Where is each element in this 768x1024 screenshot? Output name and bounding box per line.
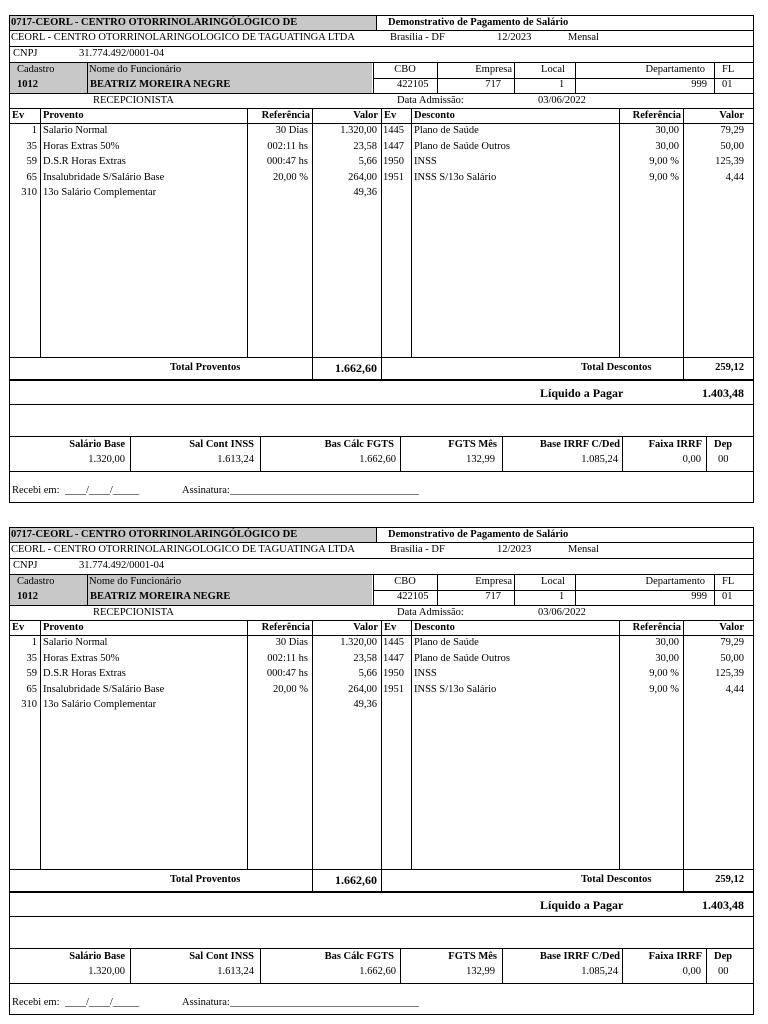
cbo-value: 422105 [397,79,429,90]
total-proventos-label: Total Proventos [170,362,241,373]
desconto-desc: INSS [414,156,437,167]
base-irrf-value: 1.085,24 [581,966,618,977]
provento-valor: 5,66 [358,668,377,679]
bas-calc-fgts-label: Bas Cálc FGTS [324,439,394,450]
provento-ref: 000:47 hs [266,156,308,167]
cnpj-value: 31.774.492/0001-04 [79,48,165,59]
provento-ev: 65 [26,171,37,183]
base-irrf-label: Base IRRF C/Ded [539,439,620,450]
provento-valor: 264,00 [348,683,377,695]
base-irrf-label: Base IRRF C/Ded [539,951,620,962]
col-desconto: Desconto [414,110,455,121]
city: Brasília - DF [390,32,445,43]
desconto-ref: 30,00 [655,140,679,152]
desconto-desc: Plano de Saúde Outros [414,652,510,664]
desconto-ev: 1951 [383,171,404,183]
recebi-date-blank: ____/____/_____ [65,997,140,1008]
col-valor-descontos: Valor [719,110,744,121]
col-referencia-descontos: Referência [632,622,681,633]
total-proventos-value: 1.662,60 [335,361,377,375]
local-value: 1 [559,591,565,602]
provento-ev: 59 [26,156,37,167]
desconto-valor: 125,39 [715,668,744,679]
provento-desc: Insalubridade S/Salário Base [43,683,165,695]
cadastro-value: 1012 [17,591,38,602]
employee-name: BEATRIZ MOREIRA NEGRE [90,79,231,90]
cargo: RECEPCIONISTA [93,95,174,106]
bas-calc-fgts-value: 1.662,60 [359,454,396,465]
local-value: 1 [559,79,565,90]
provento-ev: 35 [26,140,37,152]
cargo: RECEPCIONISTA [93,607,174,618]
company-name: CEORL - CENTRO OTORRINOLARINGOLOGICO DE TAGUATINGA LTDA [11,544,355,555]
desconto-ref: 9,00 % [649,668,679,679]
col-referencia-proventos: Referência [261,110,310,121]
desconto-desc: Plano de Saúde Outros [414,140,510,152]
provento-ev: 1 [31,637,37,648]
admissao-value: 03/06/2022 [538,95,586,106]
local-label: Local [541,64,565,75]
desconto-ref: 30,00 [655,125,679,136]
provento-desc: D.S.R Horas Extras [43,668,126,679]
provento-valor: 49,36 [353,699,377,710]
cbo-label: CBO [394,64,416,75]
desconto-desc: Plano de Saúde [414,637,479,648]
col-provento: Provento [43,622,84,633]
col-ev-proventos: Ev [12,622,25,633]
base-irrf-value: 1.085,24 [581,454,618,465]
provento-ev: 310 [21,699,37,710]
desconto-valor: 4,44 [725,683,744,695]
salario-base-value: 1.320,00 [88,454,125,465]
desconto-ev: 1447 [383,652,404,664]
provento-ev: 310 [21,187,37,198]
sal-cont-inss-value: 1.613,24 [217,966,254,977]
total-proventos-value: 1.662,60 [335,873,377,887]
cadastro-label: Cadastro [17,576,55,587]
fl-label: FL [722,576,735,587]
empresa-label: Empresa [475,576,512,587]
desconto-desc: INSS S/13o Salário [414,171,497,183]
assinatura-label: Assinatura: [182,485,230,496]
period: 12/2023 [497,32,532,43]
desconto-ev: 1445 [383,125,404,136]
provento-desc: Horas Extras 50% [43,140,120,152]
desconto-ev: 1445 [383,637,404,648]
desconto-ref: 30,00 [655,652,679,664]
company-name: CEORL - CENTRO OTORRINOLARINGOLOGICO DE TAGUATINGA LTDA [11,32,355,43]
desconto-ref: 9,00 % [649,156,679,167]
desconto-desc: INSS S/13o Salário [414,683,497,695]
empresa-value: 717 [485,79,501,90]
city: Brasília - DF [390,544,445,555]
desconto-valor: 4,44 [725,171,744,183]
dep-value: 00 [718,966,729,977]
desconto-valor: 50,00 [720,140,744,152]
company-title: 0717-CEORL - CENTRO OTORRINOLARINGÓLÓGICO DE [11,17,298,28]
sal-cont-inss-label: Sal Cont INSS [189,439,254,450]
document-title: Demonstrativo de Pagamento de Salário [388,529,569,540]
provento-ref: 30 Dias [275,637,308,648]
bas-calc-fgts-value: 1.662,60 [359,966,396,977]
empresa-value: 717 [485,591,501,602]
desconto-ref: 9,00 % [649,171,679,183]
provento-valor: 23,58 [353,652,377,664]
provento-valor: 23,58 [353,140,377,152]
col-ev-descontos: Ev [384,622,397,633]
recebi-label: Recebi em: [12,997,60,1008]
provento-ev: 59 [26,668,37,679]
provento-ev: 1 [31,125,37,136]
desconto-valor: 79,29 [720,637,744,648]
fgts-mes-label: FGTS Mês [448,951,497,962]
desconto-valor: 50,00 [720,652,744,664]
admissao-label: Data Admissão: [397,607,464,618]
total-descontos-label: Total Descontos [581,874,652,885]
cbo-value: 422105 [397,591,429,602]
col-referencia-descontos: Referência [632,110,681,121]
salario-base-label: Salário Base [69,951,125,962]
desconto-valor: 79,29 [720,125,744,136]
sal-cont-inss-label: Sal Cont INSS [189,951,254,962]
provento-ref: 20,00 % [273,171,308,183]
cnpj-value: 31.774.492/0001-04 [79,560,165,571]
assinatura-label: Assinatura: [182,997,230,1008]
provento-ev: 65 [26,683,37,695]
faixa-irrf-value: 0,00 [682,966,701,977]
desconto-ev: 1447 [383,140,404,152]
liquido-value: 1.403,48 [702,898,744,912]
employee-name: BEATRIZ MOREIRA NEGRE [90,591,231,602]
desconto-valor: 125,39 [715,156,744,167]
period: 12/2023 [497,544,532,555]
departamento-label: Departamento [645,576,705,587]
desconto-desc: INSS [414,668,437,679]
col-ev-proventos: Ev [12,110,25,121]
total-descontos-value: 259,12 [715,362,744,373]
provento-valor: 49,36 [353,187,377,198]
provento-ev: 35 [26,652,37,664]
provento-valor: 1.320,00 [340,125,377,136]
recebi-date-blank: ____/____/_____ [65,485,140,496]
provento-ref: 30 Dias [275,125,308,136]
bas-calc-fgts-label: Bas Cálc FGTS [324,951,394,962]
col-valor-proventos: Valor [353,110,378,121]
salario-base-label: Salário Base [69,439,125,450]
fgts-mes-value: 132,99 [466,966,495,977]
desconto-ev: 1951 [383,683,404,695]
assinatura-blank: ____________________________________ [230,485,419,496]
empresa-label: Empresa [475,64,512,75]
fgts-mes-label: FGTS Mês [448,439,497,450]
col-provento: Provento [43,110,84,121]
provento-desc: 13o Salário Complementar [43,187,157,198]
cbo-label: CBO [394,576,416,587]
fl-value: 01 [722,79,733,90]
provento-ref: 002:11 hs [267,652,308,664]
fl-value: 01 [722,591,733,602]
total-descontos-value: 259,12 [715,874,744,885]
document-title: Demonstrativo de Pagamento de Salário [388,17,569,28]
departamento-value: 999 [691,79,707,90]
payslip-first [9,15,753,502]
provento-desc: Salario Normal [43,637,108,648]
desconto-desc: Plano de Saúde [414,125,479,136]
desconto-ev: 1950 [383,156,404,167]
company-title: 0717-CEORL - CENTRO OTORRINOLARINGÓLÓGICO DE [11,529,298,540]
provento-desc: Salario Normal [43,125,108,136]
departamento-label: Departamento [645,64,705,75]
provento-desc: Horas Extras 50% [43,652,120,664]
col-ev-descontos: Ev [384,110,397,121]
salario-base-value: 1.320,00 [88,966,125,977]
col-referencia-proventos: Referência [261,622,310,633]
faixa-irrf-value: 0,00 [682,454,701,465]
col-desconto: Desconto [414,622,455,633]
col-valor-descontos: Valor [719,622,744,633]
recebi-label: Recebi em: [12,485,60,496]
admissao-value: 03/06/2022 [538,607,586,618]
payslip-second [9,527,753,1014]
assinatura-blank: ____________________________________ [230,997,419,1008]
admissao-label: Data Admissão: [397,95,464,106]
cnpj-label: CNPJ [13,48,38,59]
nome-label: Nome do Funcionário [89,576,182,587]
payment-type: Mensal [568,544,599,555]
payment-type: Mensal [568,32,599,43]
fgts-mes-value: 132,99 [466,454,495,465]
cadastro-label: Cadastro [17,64,55,75]
dep-value: 00 [718,454,729,465]
departamento-value: 999 [691,591,707,602]
fl-label: FL [722,64,735,75]
nome-label: Nome do Funcionário [89,64,182,75]
provento-desc: 13o Salário Complementar [43,699,157,710]
provento-desc: Insalubridade S/Salário Base [43,171,165,183]
provento-valor: 5,66 [358,156,377,167]
provento-ref: 000:47 hs [266,668,308,679]
total-proventos-label: Total Proventos [170,874,241,885]
cnpj-label: CNPJ [13,560,38,571]
provento-desc: D.S.R Horas Extras [43,156,126,167]
desconto-ev: 1950 [383,668,404,679]
dep-label: Dep [714,439,733,450]
faixa-irrf-label: Faixa IRRF [648,439,702,450]
sal-cont-inss-value: 1.613,24 [217,454,254,465]
total-descontos-label: Total Descontos [581,362,652,373]
provento-ref: 002:11 hs [267,140,308,152]
liquido-label: Líquido a Pagar [540,898,624,912]
desconto-ref: 9,00 % [649,683,679,695]
provento-valor: 264,00 [348,171,377,183]
dep-label: Dep [714,951,733,962]
provento-ref: 20,00 % [273,683,308,695]
cadastro-value: 1012 [17,79,38,90]
col-valor-proventos: Valor [353,622,378,633]
liquido-value: 1.403,48 [702,386,744,400]
local-label: Local [541,576,565,587]
provento-valor: 1.320,00 [340,637,377,648]
liquido-label: Líquido a Pagar [540,386,624,400]
faixa-irrf-label: Faixa IRRF [648,951,702,962]
desconto-ref: 30,00 [655,637,679,648]
